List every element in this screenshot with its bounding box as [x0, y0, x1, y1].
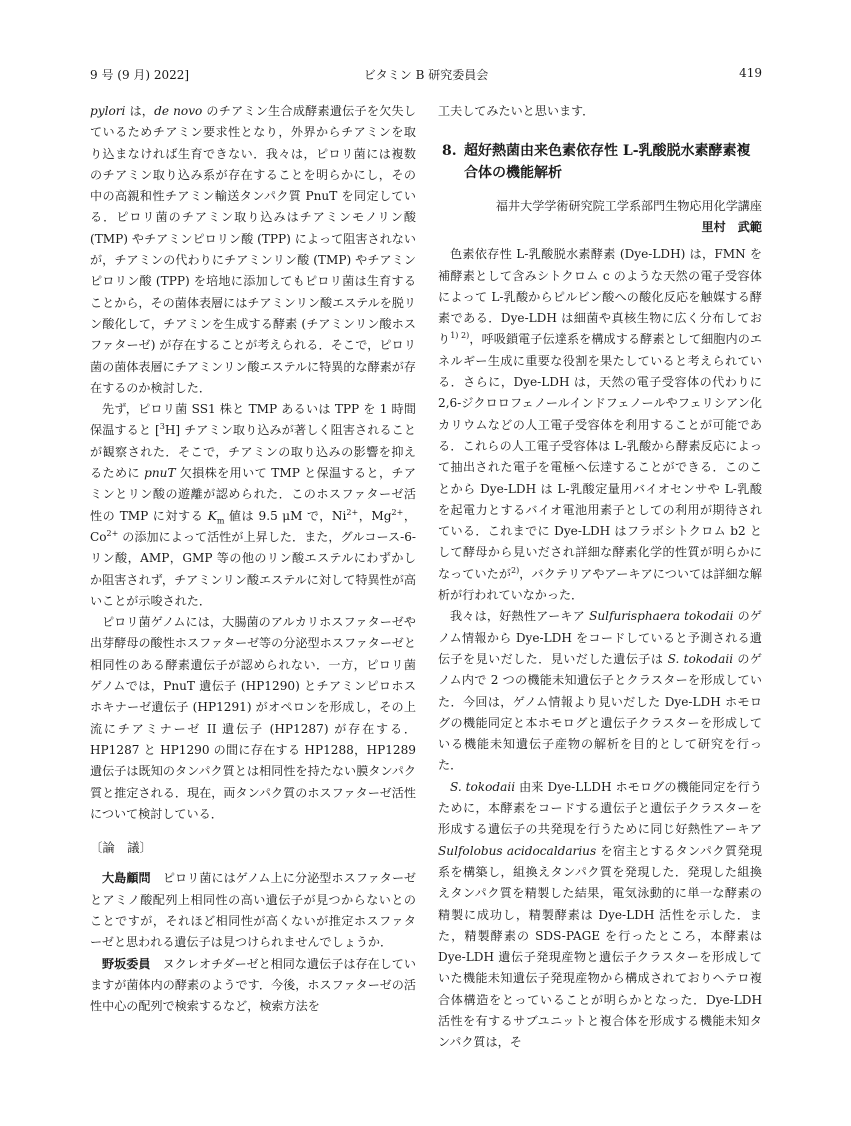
text-run: ，バクテリアやアーキアについては詳細な解析が行われていなかった．	[438, 566, 762, 603]
text-run: 色素依存性 L-乳酸脱水素酵素 (Dye-LDH) は，FMN を補酵素として含みシトクロム c のような天然の電子受容体によって L-乳酸からピルビン酸への酸化反応を触媒する酵素である．Dye-LDH は細菌や真核生物に広く分布しており	[438, 247, 762, 347]
discussion-heading: 〔論 議〕	[90, 840, 152, 856]
text-run: のゲノム情報から Dye-LDH をコードしていると予測される遺伝子を見いだした．見いだした遺伝子は	[438, 609, 762, 666]
text-run: 先ず，ピロリ菌 SS1 株と TMP あるいは TPP を 1 時間保温すると [	[90, 402, 416, 438]
text-run: ，Mg	[358, 508, 392, 523]
superscript-run: 1) 2)	[450, 331, 470, 341]
speaker-name: 野坂委員	[102, 956, 151, 971]
page-number: 419	[739, 66, 762, 80]
author-name: 里村 武範	[701, 220, 762, 235]
text-run: H] チアミン取り込みが著しく阻害されることが観察された．そこで，チアミンの取り込みの影響を抑えるために	[90, 423, 416, 481]
body-paragraph	[438, 244, 762, 606]
text-run: の添加によって活性が上昇した．また，グルコース-6-リン酸，AMP，GMP 等の他のリン酸エステルにわずかしか阻害されず，チアミンリン酸エステルに対して特異性が高いことが示唆された．	[90, 529, 416, 608]
superscript-run: 2+	[391, 507, 404, 517]
text-run: を宿主とするタンパク質発現系を構築し，組換えタンパク質を発現した．発現した組換えタンパク質を精製した結果，電気泳動的に単一な酵素の精製に成功し，精製酵素は Dye-LDH 活性を示した．また，精製酵素の SDS-PAGE を行ったところ，本酵素は Dye-LDH 遺伝子発現産物と遺伝子クラスターを形成していた機能未知遺伝子発現産物から構成されておりヘテロ複合体構造をとっていることが明らかとなった．Dye-LDH 活性を有するサブユニットと複合体を形成する機能未知タンパク質は，そ	[438, 843, 762, 1050]
right-column	[438, 101, 762, 1054]
text-run: 由来 Dye-LLDH ホモログの機能同定を行うために，本酵素をコードする遺伝子と遺伝子クラスターを形成する遺伝子の共発現を行うために同じ好熱性アーキア	[438, 779, 762, 837]
superscript-run: 3	[159, 422, 165, 432]
discussion-answer	[90, 954, 416, 1018]
superscript-run: 2+	[346, 507, 359, 517]
text-run: ，Co	[90, 508, 417, 544]
body-paragraph	[90, 612, 416, 825]
subscript-run: m	[216, 516, 225, 526]
superscript-run: 2)	[511, 565, 520, 575]
text-run: のチアミン生合成酵素遺伝子を欠失しているためチアミン要求性となり，外界からチアミンを取り込まなければ生育できない．我々は，ピロリ菌には複数のチアミン取り込み系が存在することを明らかにし，その中の高親和性チアミン輸送タンパク質 PnuT を同定している．ピロリ菌のチアミン取り込みはチアミンモノリン酸 (TMP) やチアミンピロリン酸 (TPP) によって阻害されないが，チアミンの代わりにチアミンリン酸 (TMP) やチアミンピロリン酸 (TPP) を培地に添加してもピロリ菌は生育することから，その菌体表層にはチアミンリン酸エステルを脱リン酸化して，チアミンを生成する酵素 (チアミンリン酸ホスファターゼ) が存在することが考えられる．そこで，ピロリ菌の菌体表層にチアミンリン酸エステルに特異的な酵素が存在するのか検討した．	[90, 104, 416, 395]
body-paragraph	[438, 606, 762, 776]
section-title-text: 超好熱菌由来色素依存性 L-乳酸脱水素酵素複合体の機能解析	[464, 143, 751, 182]
text-run: 欠損株を用いて TMP と保温すると，チアミンとリン酸の遊離が認められた．このホスファターゼ活性の TMP に対する	[90, 466, 416, 523]
left-column	[90, 101, 416, 1017]
italic-run: Sulfolobus acidocaldarius	[438, 843, 597, 858]
body-paragraph	[90, 399, 416, 612]
page-header	[90, 66, 762, 86]
text-run: のゲノム内で 2 つの機能未知遺伝子とクラスターを形成していた．今回は，ゲノム情報より見いだした Dye-LDH ホモログの機能同定と本ホモログと遺伝子クラスターを形成している機能未知遺伝子産物の解析を目的として研究を行った．	[438, 651, 762, 773]
italic-run: S. tokodaii	[450, 779, 516, 794]
author-affiliation: 福井大学学術研究院工学系部門生物応用化学講座	[495, 199, 762, 214]
discussion-question	[90, 868, 416, 953]
italic-run: pylori	[90, 104, 126, 118]
superscript-run: 2+	[106, 528, 119, 538]
continued-text: 工夫してみたいと思います．	[438, 104, 595, 118]
body-paragraph	[90, 101, 416, 399]
italic-run: pnuT	[144, 466, 176, 481]
section-title	[438, 140, 762, 184]
journal-issue: 9 号 (9 月) 2022]	[90, 68, 190, 82]
italic-run: K	[207, 508, 217, 523]
text-run: は，	[125, 104, 155, 118]
section-number: 8.	[442, 143, 457, 160]
body-paragraph	[438, 777, 762, 1054]
text-run: ピロリ菌ゲノムには，大腸菌のアルカリホスファターゼや出芽酵母の酸性ホスファターゼ等の分泌型ホスファターゼと相同性のある酵素遺伝子が認められない．一方，ピロリ菌ゲノムでは，PnuT 遺伝子 (HP1290) とチアミンピロホスホキナーゼ遺伝子 (HP1291) がオペロンを形成し，その上流にチアミナーゼ II 遺伝子 (HP1287) が存在する．HP1287 と HP1290 の間に存在する HP1288，HP1289 遺伝子は既知のタンパク質とは相同性を持たない膜タンパク質と推定される．現在，両タンパク質のホスファターゼ活性について検討している．	[90, 615, 416, 821]
text-run: 値は 9.5 μM で，Ni	[224, 508, 347, 523]
speaker-text: ヌクレオチダーゼと相同な遺伝子は存在していますが菌体内の酵素のようです．今後，ホスファターゼの活性中心の配列で検索するなど，検索方法を	[90, 956, 416, 1014]
italic-run: Sulfurisphaera tokodaii	[589, 609, 734, 624]
italic-run: S. tokodaii	[667, 651, 734, 666]
text-run: ，呼吸鎖電子伝達系を構成する酵素として細胞内のエネルギー生成に重要な役割を果たしていると考えられている．さらに，Dye-LDH は，天然の電子受容体の代わりに 2,6-ジクロロフェノールインドフェノールやフェリシアン化カリウムなどの人工電子受容体を利用することが可能である．これらの人工電子受容体は L-乳酸から酵素反応によって抽出された電子を電極へ伝達することができる．このことから Dye-LDH は L-乳酸定量用バイオセンサや L-乳酸を起電力とするバイオ電池用素子としての利用が期待されている．これまでに Dye-LDH はフラボシトクロム b2 として酵母から見いだされ詳細な酵素化学的性質が明らかになっていたが	[438, 332, 762, 581]
text-run: 我々は，好熱性アーキア	[450, 609, 590, 624]
speaker-name: 大島顧問	[102, 871, 151, 886]
italic-run: de novo	[154, 104, 203, 118]
speaker-text: ピロリ菌にはゲノム上に分泌型ホスファターゼとアミノ酸配列上相同性の高い遺伝子が見つからないとのことですが，それほど相同性が高くないが推定ホスファターゼと思われる遺伝子は見つけられませんでしょうか．	[90, 871, 416, 950]
running-title: ビタミン B 研究委員会	[363, 68, 489, 82]
